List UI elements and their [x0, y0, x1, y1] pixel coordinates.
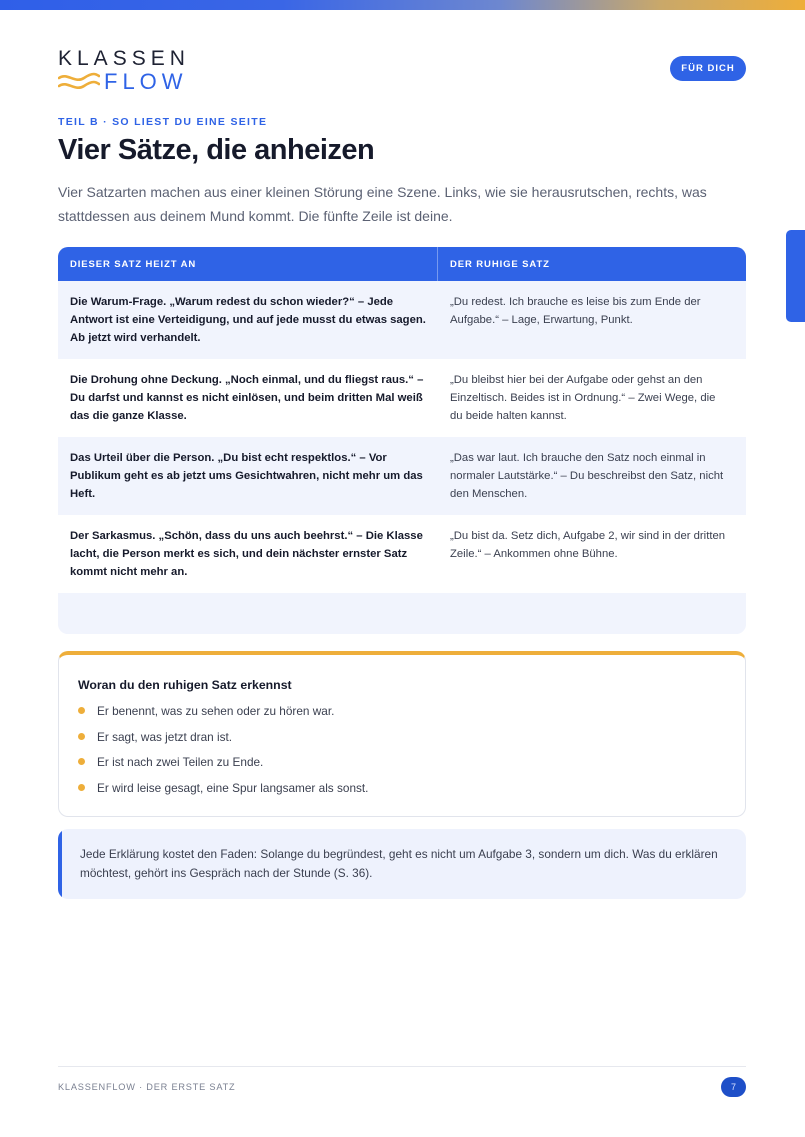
bullet-dot-icon [78, 707, 85, 714]
audience-badge: FÜR DICH [670, 56, 746, 81]
list-item-text: Er benennt, was zu sehen oder zu hören war. [97, 704, 335, 718]
page-title: Vier Sätze, die anheizen [58, 134, 375, 166]
heating-sentence-cell: Der Sarkasmus. „Schön, dass du uns auch beehrst.“ – Die Klasse lacht, die Person merkt es sich, und dein nächster ernster Satz kommt nicht mehr an. [70, 530, 423, 578]
footer-divider [58, 1066, 746, 1067]
calm-sentence-cell: „Du bist da. Setz dich, Aufgabe 2, wir sind in der dritten Zeile.“ – Ankommen ohne Bühne. [450, 530, 726, 560]
list-item [78, 702, 718, 720]
intro-paragraph: Vier Satzarten machen aus einer kleinen Störung eine Szene. Links, wie sie herausrutschen, rechts, was stattdessen aus deinem Mund kommt. Die fünfte Zeile ist deine. [58, 184, 707, 224]
section-eyebrow: TEIL B · SO LIEST DU EINE SEITE [58, 116, 268, 128]
list-item-text: Er ist nach zwei Teilen zu Ende. [97, 755, 264, 769]
calm-sentence-cell: „Das war laut. Ich brauche den Satz noch einmal in normaler Lautstärke.“ – Du beschreibst den Satz, nicht den Menschen. [450, 452, 724, 500]
page-number: 7 [721, 1077, 746, 1097]
footer-title: KLASSENFLOW · DER ERSTE SATZ [58, 1082, 236, 1092]
column-header-calm: DER RUHIGE SATZ [450, 258, 550, 270]
header-divider [437, 247, 438, 281]
calm-sentence-cell: „Du bleibst hier bei der Aufgabe oder gehst an den Einzeltisch. Beides ist in Ordnung.“ – Zwei Wege, die du beide halten kannst. [450, 374, 716, 422]
comparison-table [58, 247, 746, 634]
checklist-title: Woran du den ruhigen Satz erkennst [78, 678, 292, 692]
table-header [58, 247, 746, 281]
heating-sentence-cell: Das Urteil über die Person. „Du bist echt respektlos.“ – Vor Publikum geht es ab jetzt ums Gesichtwahren, nicht mehr um das Heft. [70, 452, 423, 500]
note-text: Jede Erklärung kostet den Faden: Solange du begründest, geht es nicht um Aufgabe 3, sondern um dich. Was du erklären möchtest, gehört ins Gespräch nach der Stunde (S. 36). [80, 847, 718, 880]
bullet-dot-icon [78, 733, 85, 740]
list-item-text: Er sagt, was jetzt dran ist. [97, 730, 233, 744]
table-row [58, 359, 746, 437]
bullet-dot-icon [78, 758, 85, 765]
checklist-card [58, 651, 746, 817]
list-item [78, 728, 718, 746]
heating-sentence-cell: Die Drohung ohne Deckung. „Noch einmal, und du fliegst raus.“ – Du darfst und kannst es nicht einlösen, und beim dritten Mal weiß das die ganze Klasse. [70, 374, 424, 422]
callout-accent-bar [58, 829, 62, 899]
table-row [58, 437, 746, 515]
bullet-dot-icon [78, 784, 85, 791]
wave-icon [58, 71, 100, 93]
note-callout [58, 829, 746, 899]
logo-wordmark-top: KLASSEN [58, 47, 190, 70]
column-header-heating: DIESER SATZ HEIZT AN [70, 258, 197, 270]
section-side-tab [786, 230, 805, 322]
calm-sentence-cell: „Du redest. Ich brauche es leise bis zum Ende der Aufgabe.“ – Lage, Erwartung, Punkt. [450, 296, 701, 326]
list-item [78, 779, 718, 797]
table-row-empty [58, 593, 746, 634]
klassenflow-logo [58, 47, 198, 97]
heating-sentence-cell: Die Warum-Frage. „Warum redest du schon wieder?“ – Jede Antwort ist eine Verteidigung, und auf jede musst du etwas sagen. Ab jetzt wird verhandelt. [70, 296, 426, 344]
top-gradient-bar [0, 0, 805, 10]
table-row [58, 281, 746, 359]
table-row [58, 515, 746, 593]
list-item-text: Er wird leise gesagt, eine Spur langsamer als sonst. [97, 781, 369, 795]
logo-wordmark-bottom: FLOW [104, 69, 188, 94]
list-item [78, 753, 718, 771]
